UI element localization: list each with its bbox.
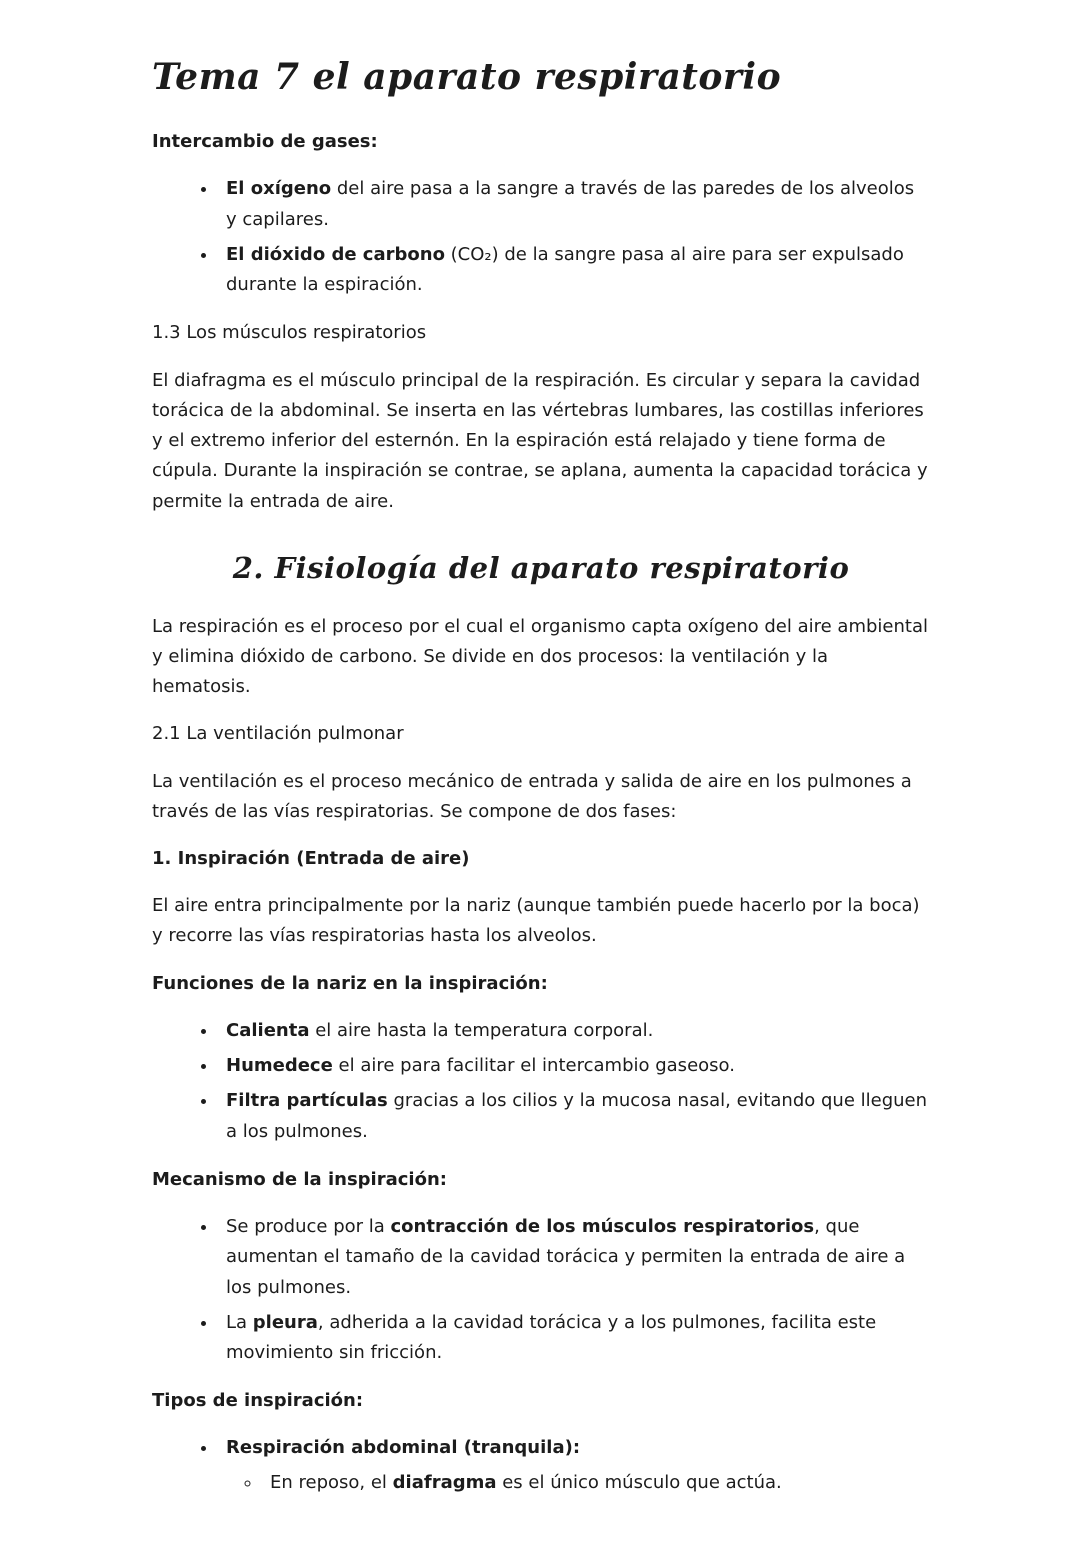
list-item: • El oxígeno del aire pasa a la sangre a través de las paredes de los alveolos y capilares.	[218, 174, 930, 234]
paragraph-diafragma: El diafragma es el músculo principal de la respiración. Es circular y separa la cavidad torácica de la abdominal. Se inserta en las vértebras lumbares, las costillas inferiores y el extremo inferior del esternón. En la espiración está relajado y tiene forma de cúpula. Durante la inspiración se contrae, se aplana, aumenta la capacidad torácica y permite la entrada de aire.	[152, 369, 928, 512]
list-item: • Calienta el aire hasta la temperatura corporal.	[218, 1016, 930, 1046]
gases-bullet-list	[152, 174, 930, 300]
heading-intercambio-de-gases: Intercambio de gases:	[152, 131, 378, 153]
heading-inspiracion: 1. Inspiración (Entrada de aire)	[152, 847, 470, 869]
heading-ventilacion-pulmonar: 2.1 La ventilación pulmonar	[152, 723, 404, 745]
list-item: • El dióxido de carbono (CO₂) de la sangre pasa al aire para ser expulsado durante la espiración.	[218, 240, 930, 300]
list-item: • Se produce por la contracción de los músculos respiratorios, que aumentan el tamaño de la cavidad torácica y permiten la entrada de aire a los pulmones.	[218, 1212, 930, 1303]
list-item: • Respiración abdominal (tranquila):	[218, 1433, 930, 1463]
funciones-bullet-list	[152, 1016, 930, 1147]
paragraph-aire-entra: El aire entra principalmente por la nariz (aunque también puede hacerlo por la boca) y recorre las vías respiratorias hasta los alveolos.	[152, 895, 920, 947]
page-title: Tema 7 el aparato respiratorio	[152, 56, 782, 98]
tipos-sub-bullet-list	[218, 1468, 930, 1498]
heading-musculos-respiratorios: 1.3 Los músculos respiratorios	[152, 322, 427, 344]
heading-mecanismo-inspiracion: Mecanismo de la inspiración:	[152, 1168, 447, 1190]
sub-list-item: ◦ En reposo, el diafragma es el único músculo que actúa.	[262, 1468, 930, 1498]
tipos-bullet-list	[152, 1433, 930, 1463]
list-item: • Filtra partículas gracias a los cilios y la mucosa nasal, evitando que lleguen a los pulmones.	[218, 1086, 930, 1146]
list-item: • Humedece el aire para facilitar el intercambio gaseoso.	[218, 1051, 930, 1081]
paragraph-ventilacion: La ventilación es el proceso mecánico de entrada y salida de aire en los pulmones a través de las vías respiratorias. Se compone de dos fases:	[152, 770, 912, 822]
mecanismo-bullet-list	[152, 1212, 930, 1368]
list-item: • La pleura, adherida a la cavidad torácica y a los pulmones, facilita este movimiento sin fricción.	[218, 1308, 930, 1368]
heading-tipos-inspiracion: Tipos de inspiración:	[152, 1390, 364, 1412]
paragraph-respiracion-intro: La respiración es el proceso por el cual el organismo capta oxígeno del aire ambiental y elimina dióxido de carbono. Se divide en dos procesos: la ventilación y la hematosis.	[152, 615, 928, 698]
heading-funciones-nariz: Funciones de la nariz en la inspiración:	[152, 972, 548, 994]
heading-fisiologia: 2. Fisiología del aparato respiratorio	[232, 550, 850, 585]
